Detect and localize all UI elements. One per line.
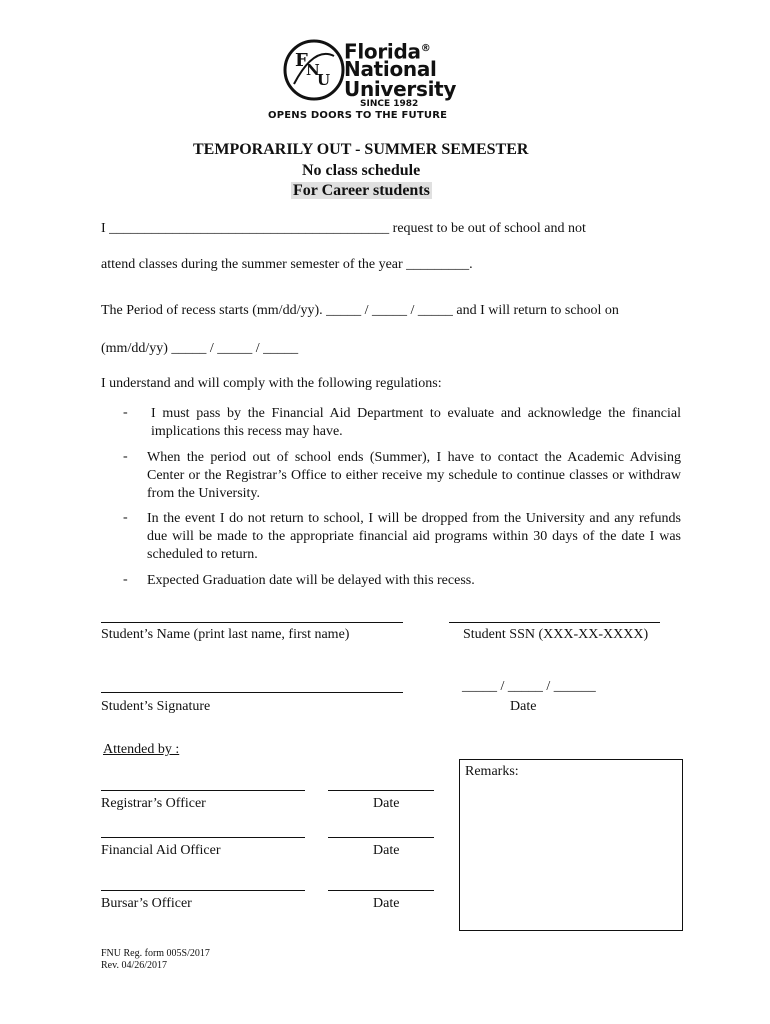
financial-aid-date-line[interactable] bbox=[328, 837, 434, 838]
registrar-officer-label: Registrar’s Officer bbox=[101, 796, 206, 811]
bullet-dash: - bbox=[123, 572, 128, 587]
regulation-text: In the event I do not return to school, I will be dropped from the University and any refunds due will be made to the appropriate financial aid programs within 30 days of the date I was scheduled to return. bbox=[147, 511, 681, 562]
bursar-date-line[interactable] bbox=[328, 890, 434, 891]
student-name-line[interactable] bbox=[101, 622, 403, 623]
logo-name-national: National bbox=[344, 57, 437, 81]
logo-tagline: OPENS DOORS TO THE FUTURE bbox=[268, 110, 448, 121]
form-title: TEMPORARILY OUT - SUMMER SEMESTER bbox=[193, 141, 529, 158]
svg-text:U: U bbox=[317, 71, 331, 89]
registrar-date-line[interactable] bbox=[328, 790, 434, 791]
bursar-date-label: Date bbox=[373, 896, 400, 911]
fnu-logo bbox=[268, 38, 482, 122]
bursar-officer-label: Bursar’s Officer bbox=[101, 896, 192, 911]
bullet-dash: - bbox=[123, 449, 128, 464]
logo-since: SINCE 1982 bbox=[360, 99, 419, 109]
form-subtitle-schedule: No class schedule bbox=[302, 162, 421, 179]
student-signature-label: Student’s Signature bbox=[101, 699, 211, 714]
student-signature-line[interactable] bbox=[101, 692, 403, 693]
logo-name-florida: Florida® bbox=[344, 39, 431, 64]
remarks-box[interactable] bbox=[459, 759, 683, 931]
regulation-text: When the period out of school ends (Summer), I have to contact the Academic Advising Center or the Registrar’s Office to either receive my schedule to continue classes or withdraw from the University. bbox=[147, 450, 681, 501]
signature-date-blank[interactable]: _____ / _____ / ______ bbox=[462, 679, 596, 694]
student-ssn-label: Student SSN (XXX-XX-XXXX) bbox=[463, 627, 649, 642]
registrar-officer-line[interactable] bbox=[101, 790, 305, 791]
attended-by-label: Attended by : bbox=[103, 742, 180, 757]
bursar-officer-line[interactable] bbox=[101, 890, 305, 891]
financial-aid-date-label: Date bbox=[373, 843, 400, 858]
svg-text:N: N bbox=[306, 61, 320, 79]
form-number: FNU Reg. form 005S/2017 bbox=[101, 948, 210, 959]
student-name-label: Student’s Name (print last name, first name) bbox=[101, 627, 350, 642]
remarks-label: Remarks: bbox=[465, 764, 519, 779]
svg-text:F: F bbox=[295, 50, 308, 71]
request-line: I ________________________________________ request to be out of school and not bbox=[101, 221, 586, 236]
signature-date-label: Date bbox=[510, 699, 537, 714]
bullet-dash: - bbox=[123, 405, 128, 420]
fnu-emblem-icon bbox=[282, 38, 346, 102]
recess-start-line: The Period of recess starts (mm/dd/yy). _____ / _____ / _____ and I will return to school on bbox=[101, 303, 619, 318]
registrar-date-label: Date bbox=[373, 796, 400, 811]
regulations-intro: I understand and will comply with the following regulations: bbox=[101, 376, 442, 391]
revision-date: Rev. 04/26/2017 bbox=[101, 960, 168, 971]
regulation-text: I must pass by the Financial Aid Department to evaluate and acknowledge the financial implications this recess may have. bbox=[151, 406, 681, 439]
return-date-line: (mm/dd/yy) _____ / _____ / _____ bbox=[101, 341, 299, 356]
bullet-dash: - bbox=[123, 510, 128, 525]
regulation-text: Expected Graduation date will be delayed with this recess. bbox=[147, 573, 475, 588]
year-line: attend classes during the summer semester of the year _________. bbox=[101, 257, 473, 272]
form-subtitle-career: For Career students bbox=[293, 182, 430, 199]
financial-aid-officer-label: Financial Aid Officer bbox=[101, 843, 221, 858]
logo-name-university: University bbox=[344, 77, 457, 101]
student-ssn-line[interactable] bbox=[449, 622, 660, 623]
financial-aid-officer-line[interactable] bbox=[101, 837, 305, 838]
